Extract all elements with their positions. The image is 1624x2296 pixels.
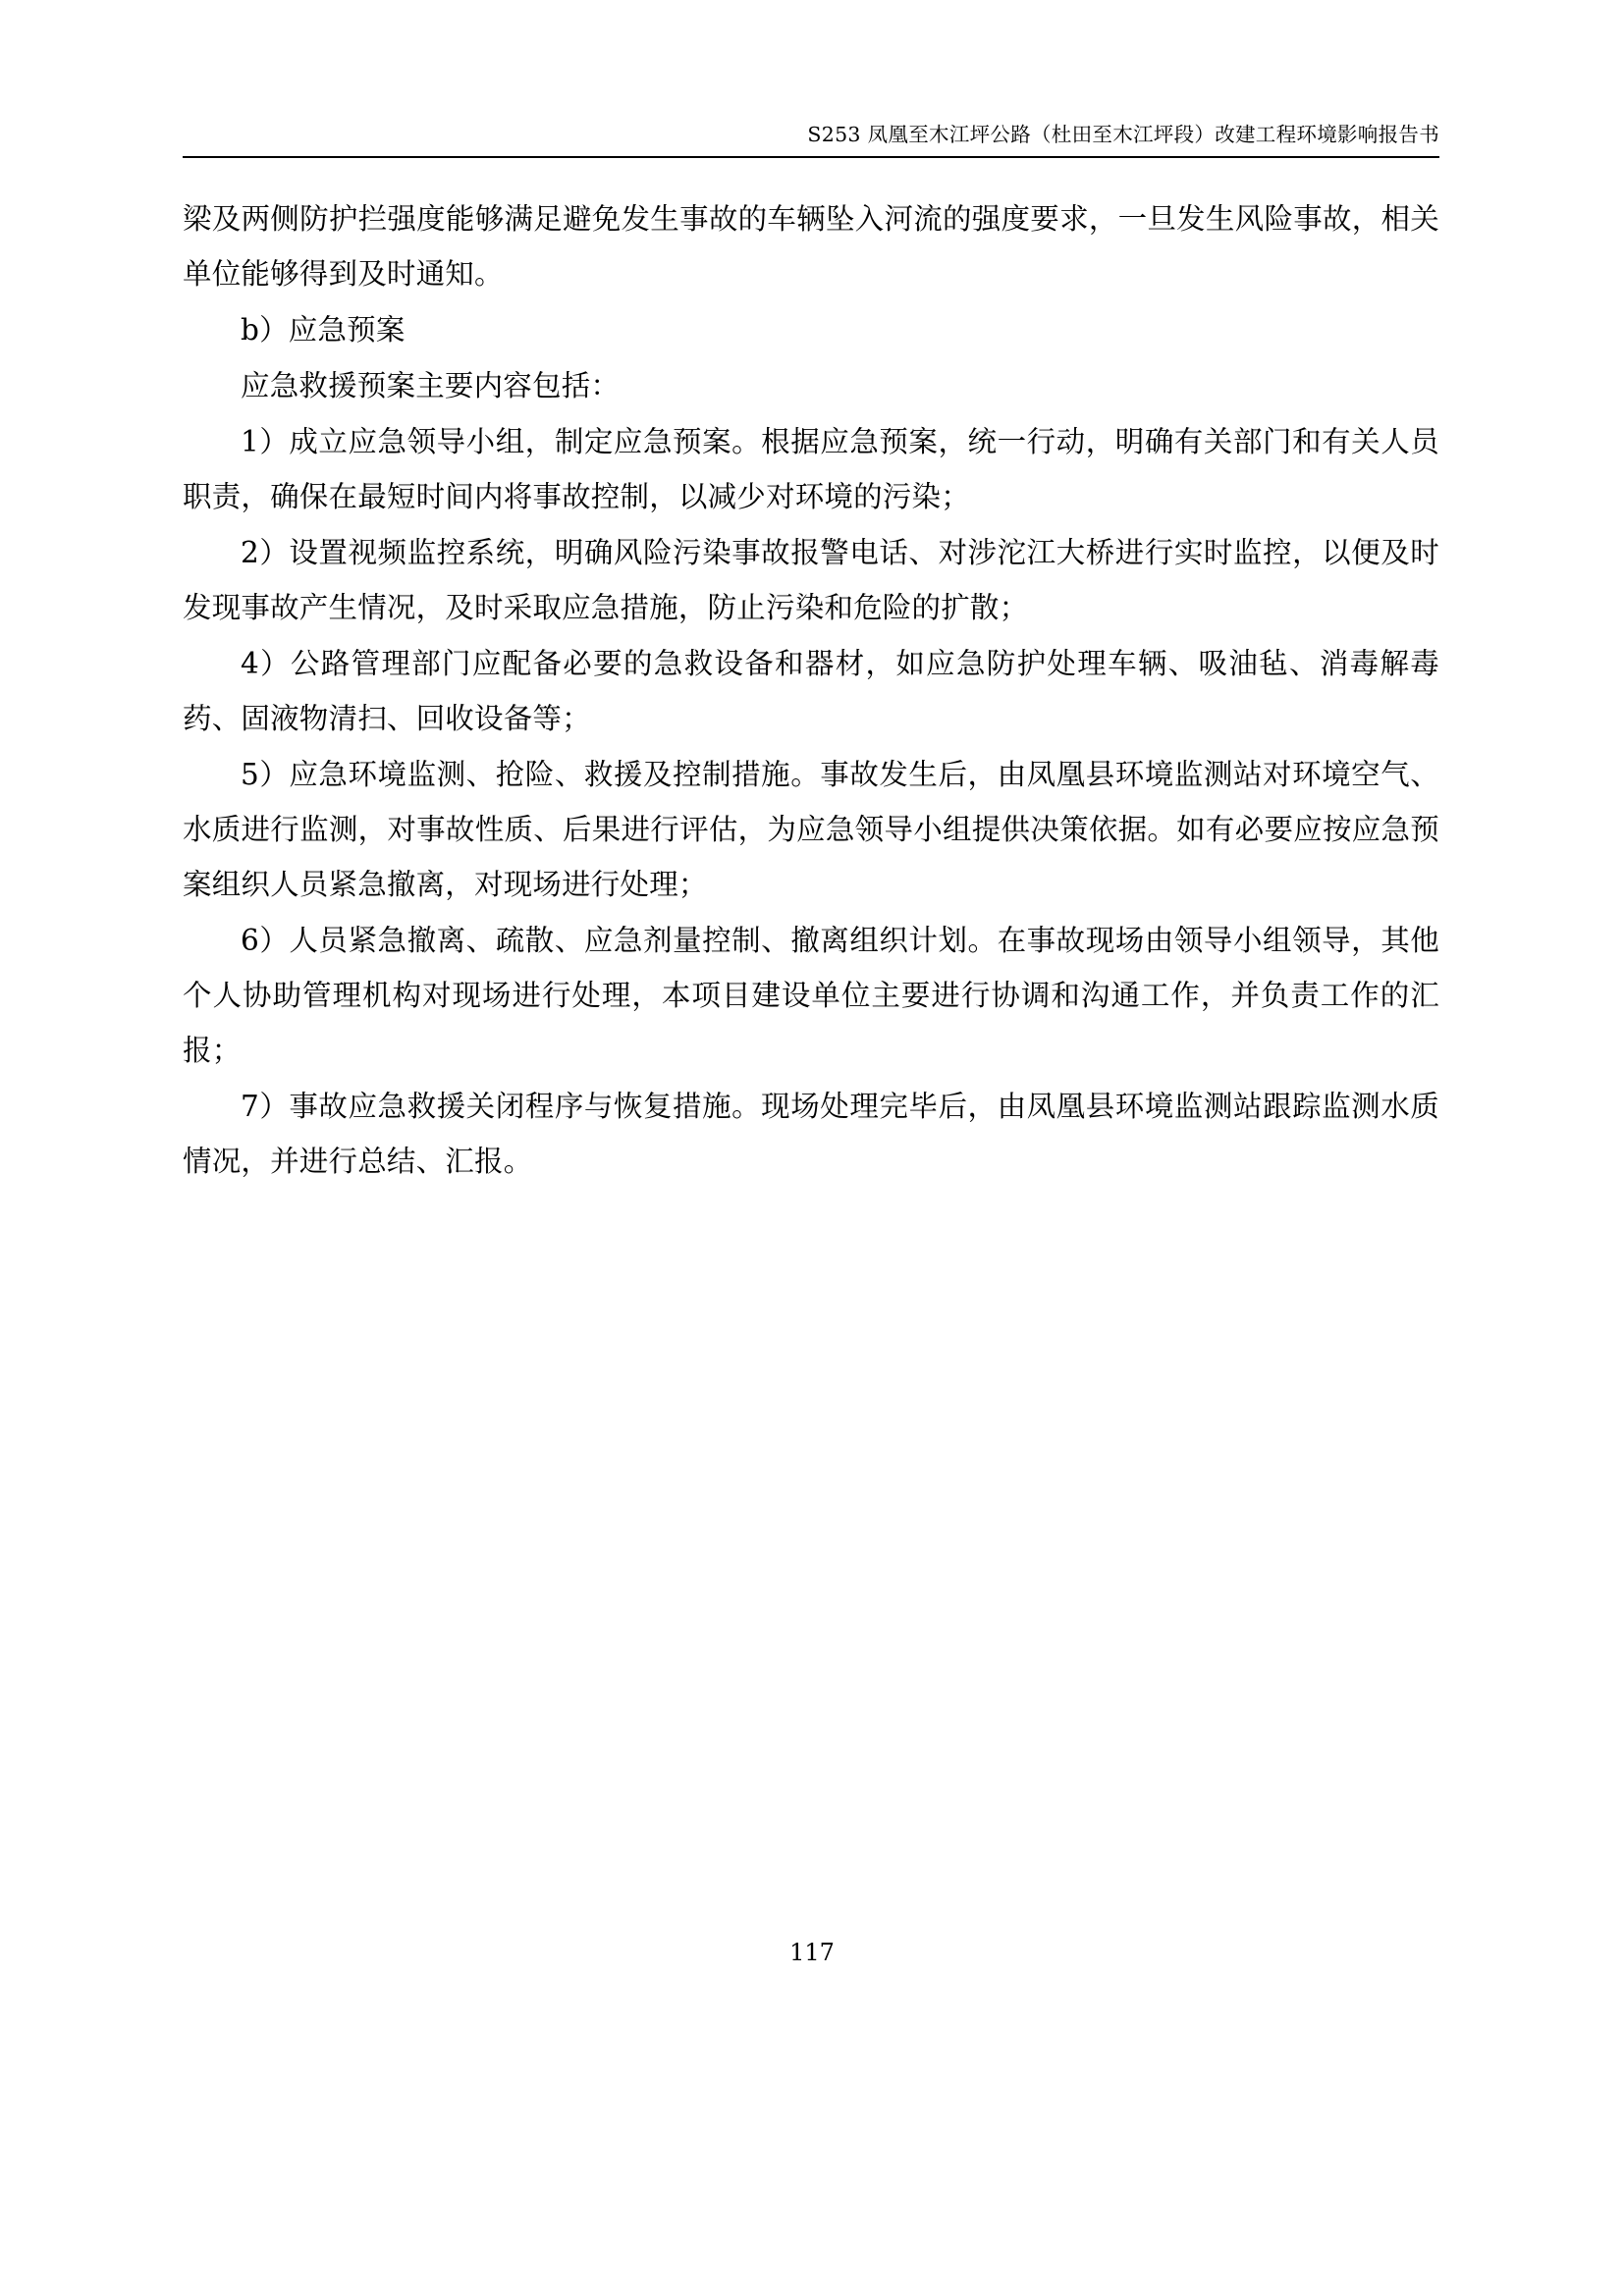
paragraph-4: 1）成立应急领导小组，制定应急预案。根据应急预案，统一行动，明确有关部门和有关人员职责，确保在最短时间内将事故控制，以减少对环境的污染； bbox=[183, 425, 1439, 513]
paragraph-1: 梁及两侧防护拦强度能够满足避免发生事故的车辆坠入河流的强度要求，一旦发生风险事故，相关单位能够得到及时通知。 bbox=[183, 202, 1439, 291]
paragraph-5: 2）设置视频监控系统，明确风险污染事故报警电话、对涉沱江大桥进行实时监控，以便及时发现事故产生情况，及时采取应急措施，防止污染和危险的扩散； bbox=[183, 536, 1439, 624]
body-text bbox=[183, 191, 1439, 1189]
header-divider bbox=[183, 156, 1439, 158]
page-number: 117 bbox=[789, 1939, 835, 1966]
page-content bbox=[183, 118, 1439, 1190]
paragraph-3: 应急救援预案主要内容包括： bbox=[241, 369, 621, 402]
paragraph-7: 5）应急环境监测、抢险、救援及控制措施。事故发生后，由凤凰县环境监测站对环境空气、水质进行监测，对事故性质、后果进行评估，为应急领导小组提供决策依据。如有必要应按应急预案组织人员紧急撤离，对现场进行处理； bbox=[183, 758, 1439, 901]
paragraph-2: b）应急预案 bbox=[241, 313, 406, 347]
paragraph-6: 4）公路管理部门应配备必要的急救设备和器材，如应急防护处理车辆、吸油毡、消毒解毒药、固液物清扫、回收设备等； bbox=[183, 647, 1439, 735]
paragraph-9: 7）事故应急救援关闭程序与恢复措施。现场处理完毕后，由凤凰县环境监测站跟踪监测水质情况，并进行总结、汇报。 bbox=[183, 1090, 1439, 1178]
paragraph-8: 6）人员紧急撤离、疏散、应急剂量控制、撤离组织计划。在事故现场由领导小组领导，其他个人协助管理机构对现场进行处理，本项目建设单位主要进行协调和沟通工作，并负责工作的汇报； bbox=[183, 924, 1439, 1067]
running-header: S253 凤凰至木江坪公路（杜田至木江坪段）改建工程环境影响报告书 bbox=[807, 123, 1439, 146]
